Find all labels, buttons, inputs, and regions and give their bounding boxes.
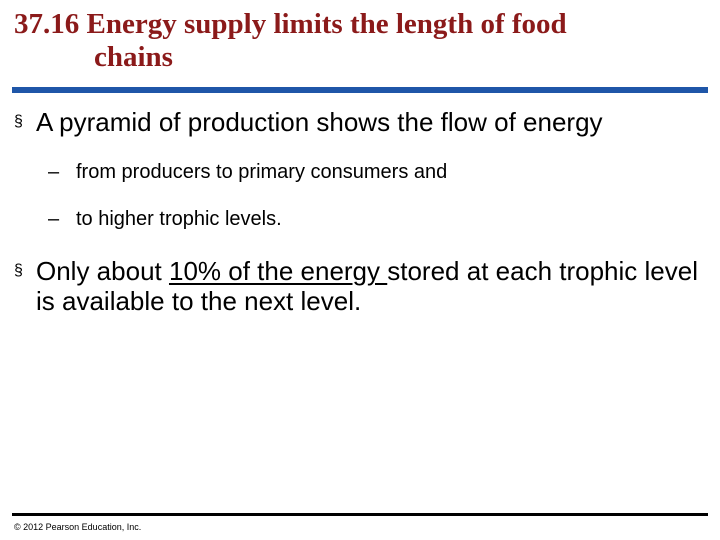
bullet-item: [14, 256, 704, 316]
sub-bullet-item: [48, 160, 688, 184]
bullet-text-prefix: Only about: [36, 256, 169, 286]
sub-bullet-dash: –: [48, 208, 60, 230]
sub-bullet-text: to higher trophic levels.: [76, 208, 282, 230]
title-divider: [12, 87, 708, 93]
bullet-text: [14, 256, 704, 316]
copyright-notice: © 2012 Pearson Education, Inc.: [14, 522, 142, 532]
title-line-1: 37.16 Energy supply limits the length of food: [14, 8, 567, 40]
title-line-2: chains: [94, 41, 173, 73]
sub-bullet-item: [48, 207, 688, 231]
bullet-item: [14, 107, 704, 137]
sub-bullet-text: from producers to primary consumers and: [76, 161, 448, 183]
emphasized-text: 10% of the energy: [168, 256, 388, 286]
footer-divider: [12, 513, 708, 516]
bullet-marker-icon: §: [14, 113, 23, 130]
sub-bullet-dash: –: [48, 161, 60, 183]
slide-title: [14, 8, 704, 74]
bullet-text-suffix: stored at each trophic level is available to the next level.: [36, 256, 698, 316]
bullet-marker-icon: §: [14, 262, 23, 279]
bullet-text: A pyramid of production shows the flow of energy: [36, 107, 603, 137]
